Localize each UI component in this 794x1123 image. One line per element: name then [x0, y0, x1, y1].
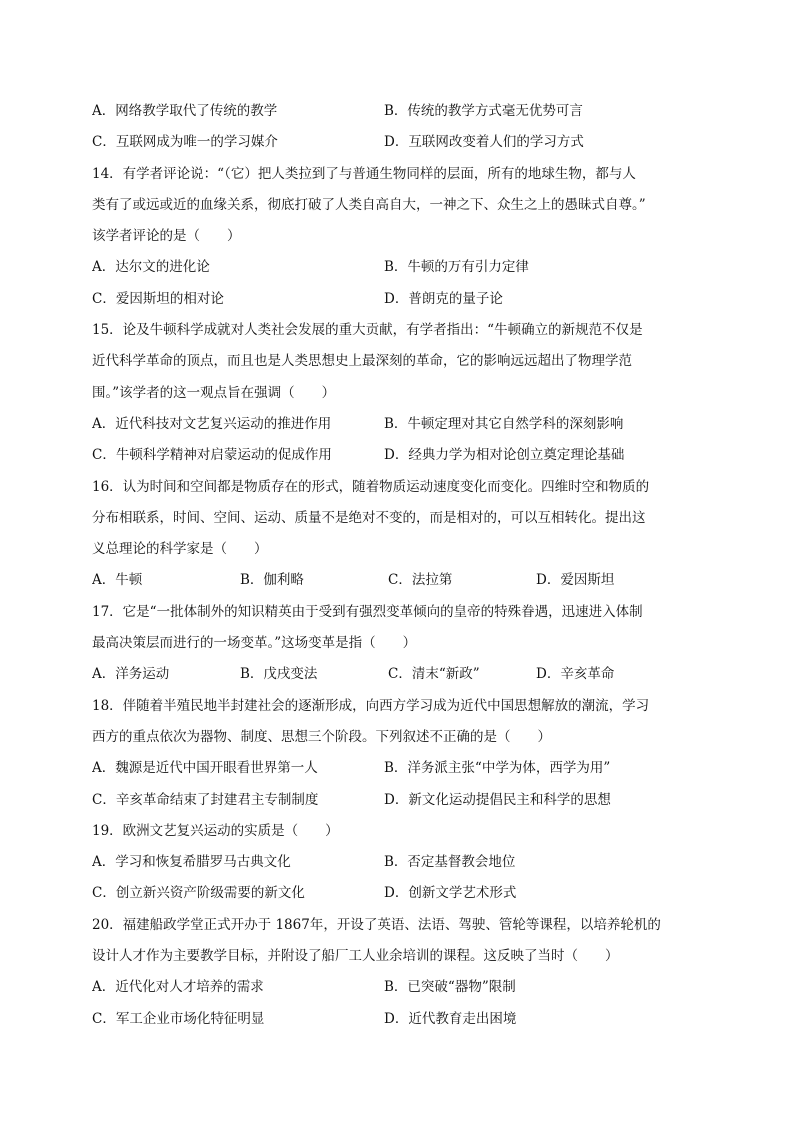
q13-options-row-2 [92, 127, 706, 158]
q16-options-row [92, 565, 706, 596]
q14-option-b[interactable]: B．牛顿的万有引力定律 [384, 259, 529, 276]
q14-options-row-2 [92, 284, 706, 315]
question-list [92, 96, 706, 1035]
q16-option-b[interactable]: B．伽利略 [240, 572, 304, 589]
q17-option-d[interactable]: D．辛亥革命 [536, 666, 615, 683]
q17-stem-line-2: 最高决策层而进行的一场变革。”这场变革是指（ ） [92, 635, 417, 652]
q15-options-row-2 [92, 440, 706, 471]
q13-options-row-1 [92, 96, 706, 127]
q17-options-row [92, 659, 706, 690]
q19-stem-line-1: 19．欧洲文艺复兴运动的实质是（ ） [92, 822, 339, 839]
q17-stem-line-1: 17．它是“一批体制外的知识精英由于受到有强烈变革倾向的皇帝的特殊眷遇，迅速进入体制 [92, 603, 643, 620]
q17-option-b[interactable]: B．戊戌变法 [240, 666, 318, 683]
q16-stem-line-3: 义总理论的科学家是（ ） [92, 541, 268, 558]
q20-options-row-1 [92, 972, 706, 1003]
q14-stem-line-2: 类有了或远或近的血缘关系，彻底打破了人类自高自大，一神之下、众生之上的愚昧式自尊。” [92, 196, 646, 213]
q17-option-a[interactable]: A．洋务运动 [92, 666, 170, 683]
q20-option-c[interactable]: C．军工企业市场化特征明显 [92, 1010, 265, 1027]
q20-stem-line-1: 20．福建船政学堂正式开办于 1867年，开设了英语、法语、驾驶、管轮等课程，以培养轮机的 [92, 916, 661, 933]
q14-option-c[interactable]: C．爱因斯坦的相对论 [92, 290, 224, 307]
q15-option-d[interactable]: D．经典力学为相对论创立奠定理论基础 [384, 447, 625, 464]
q20-options-row-2 [92, 1004, 706, 1035]
q20-option-d[interactable]: D．近代教育走出困境 [384, 1010, 517, 1027]
q14-stem-line-3: 该学者评论的是（ ） [92, 228, 241, 245]
q14-option-a[interactable]: A．达尔文的进化论 [92, 259, 210, 276]
q15-stem-line-1: 15．论及牛顿科学成就对人类社会发展的重大贡献，有学者指出：“牛顿确立的新规范不仅是 [92, 322, 643, 339]
q14-option-d[interactable]: D．普朗克的量子论 [384, 290, 503, 307]
q20-stem-line-2: 设计人才作为主要教学目标，并附设了船厂工人业余培训的课程。这反映了当时（ ） [92, 948, 619, 965]
q15-option-c[interactable]: C．牛顿科学精神对启蒙运动的促成作用 [92, 447, 332, 464]
q18-stem-line-2: 西方的重点依次为器物、制度、思想三个阶段。下列叙述不正确的是（ ） [92, 728, 551, 745]
q19-options-row-1 [92, 847, 706, 878]
q19-option-b[interactable]: B．否定基督教会地位 [384, 854, 516, 871]
q18-options-row-2 [92, 785, 706, 816]
q13-option-b[interactable]: B．传统的教学方式毫无优势可言 [384, 103, 583, 119]
q16-stem-line-2: 分布相联系，时间、空间、运动、质量不是绝对不变的，而是相对的，可以互相转化。提出这 [92, 509, 646, 526]
q18-option-c[interactable]: C．辛亥革命结束了封建君主专制制度 [92, 791, 319, 808]
q13-option-a[interactable]: A．网络教学取代了传统的教学 [92, 103, 278, 119]
q20-option-a[interactable]: A．近代化对人才培养的需求 [92, 979, 264, 996]
q19-options-row-2 [92, 878, 706, 909]
q15-option-a[interactable]: A．近代科技对文艺复兴运动的推进作用 [92, 415, 332, 432]
q15-option-b[interactable]: B．牛顿定理对其它自然学科的深刻影响 [384, 415, 624, 432]
q18-options-row-1 [92, 753, 706, 784]
q18-option-d[interactable]: D．新文化运动提倡民主和科学的思想 [384, 791, 611, 808]
q19-option-a[interactable]: A．学习和恢复希腊罗马古典文化 [92, 854, 291, 871]
q14-stem-line-1: 14．有学者评论说：“（它）把人类拉到了与普通生物同样的层面，所有的地球生物，都与人 [92, 165, 636, 182]
q16-option-a[interactable]: A．牛顿 [92, 572, 143, 589]
q17-option-c[interactable]: C．清末“新政” [388, 666, 480, 683]
q16-option-c[interactable]: C．法拉第 [388, 572, 453, 589]
q18-stem-line-1: 18．伴随着半殖民地半封建社会的逐渐形成，向西方学习成为近代中国思想解放的潮流，学习 [92, 697, 650, 714]
q14-options-row-1 [92, 252, 706, 283]
q18-option-b[interactable]: B．洋务派主张“中学为体，西学为用” [384, 760, 611, 777]
q13-option-c[interactable]: C．互联网成为唯一的学习媒介 [92, 134, 278, 151]
q15-options-row-1 [92, 409, 706, 440]
q19-option-c[interactable]: C．创立新兴资产阶级需要的新文化 [92, 885, 305, 902]
q20-option-b[interactable]: B．已突破“器物”限制 [384, 979, 516, 996]
q18-option-a[interactable]: A．魏源是近代中国开眼看世界第一人 [92, 760, 318, 777]
q16-option-d[interactable]: D．爱因斯坦 [536, 572, 615, 589]
q13-option-d[interactable]: D．互联网改变着人们的学习方式 [384, 134, 584, 151]
q15-stem-line-2: 近代科学革命的顶点，而且也是人类思想史上最深刻的革命，它的影响远远超出了物理学范 [92, 353, 632, 370]
q19-option-d[interactable]: D．创新文学艺术形式 [384, 885, 517, 902]
q15-stem-line-3: 围。”该学者的这一观点旨在强调（ ） [92, 384, 336, 401]
q16-stem-line-1: 16．认为时间和空间都是物质存在的形式，随着物质运动速度变化而变化。四维时空和物质的 [92, 478, 650, 495]
